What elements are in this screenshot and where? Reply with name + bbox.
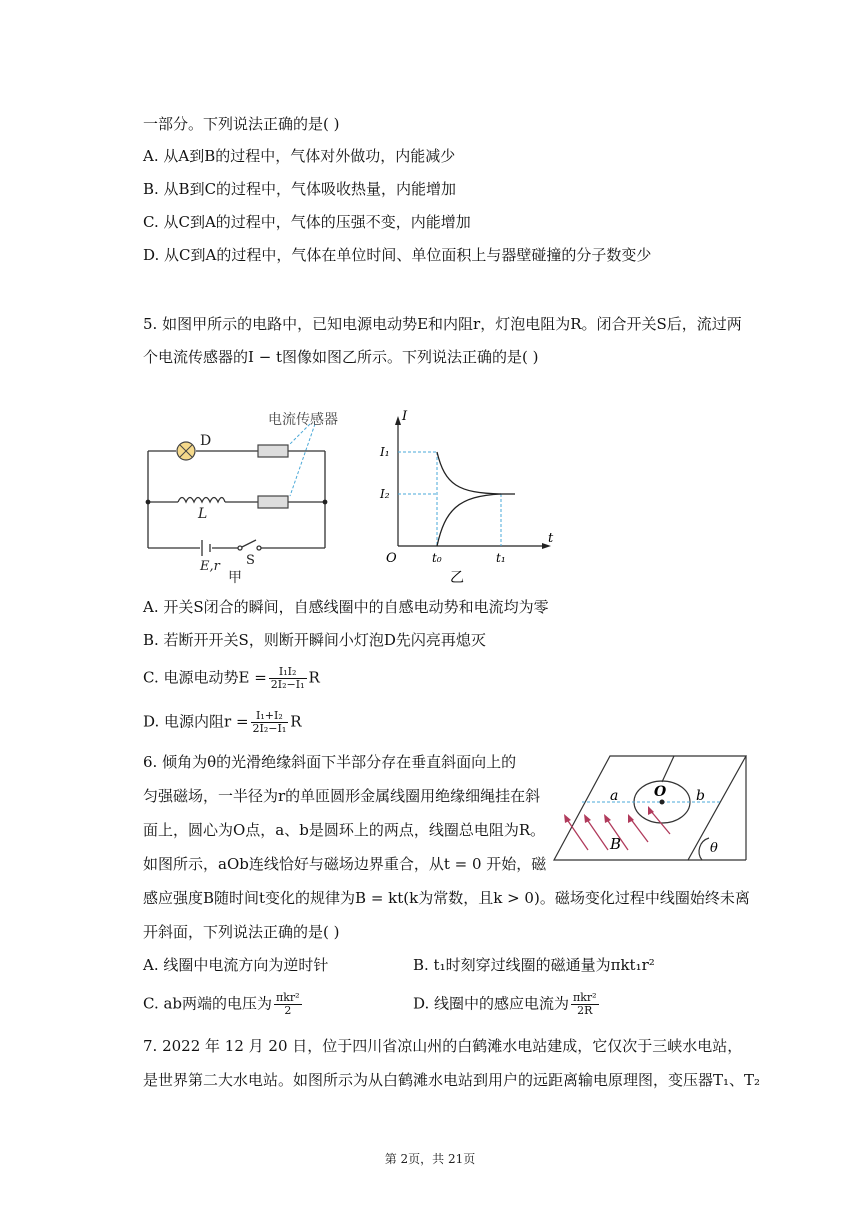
fraction-5c-den: 2I₂−I₁ bbox=[270, 678, 305, 691]
question-6-line2: 匀强磁场，一半径为r的单匝圆形金属线圈用绝缘细绳挂在斜 bbox=[143, 787, 541, 805]
page-footer: 第 2页，共 21页 bbox=[384, 1152, 476, 1166]
caption-right: 乙 bbox=[450, 570, 464, 586]
label-i1: I₁ bbox=[380, 445, 390, 459]
fraction-6d-den: 2R bbox=[577, 1004, 593, 1017]
question-7-line1: 7. 2022 年 12 月 20 日，位于四川省凉山州的白鹤滩水电站建成，它仅次于三峡水电站， bbox=[143, 1037, 743, 1055]
question-6-line3: 面上，圆心为O点，a、b是圆环上的两点，线圈总电阻为R。 bbox=[143, 821, 546, 839]
question-5-line2: 个电流传感器的I − t图像如图乙所示。下列说法正确的是( ) bbox=[143, 348, 539, 366]
source-label: E,r bbox=[200, 559, 220, 574]
fraction-5c bbox=[269, 666, 307, 691]
label-theta: θ bbox=[710, 841, 718, 856]
axis-t: t bbox=[548, 531, 554, 546]
option-5c-text: C. 电源电动势E = bbox=[143, 668, 267, 687]
sensor-1 bbox=[258, 445, 288, 457]
label-b: b bbox=[696, 788, 705, 804]
fraction-5d-den: 2I₂−I₁ bbox=[252, 722, 287, 735]
option-5b: B. 若断开开关S，则断开瞬间小灯泡D先闪亮再熄灭 bbox=[143, 631, 486, 649]
option-5c bbox=[143, 666, 320, 691]
sensor-2 bbox=[258, 496, 288, 508]
option-6c-text: C. ab两端的电压为 bbox=[143, 994, 273, 1013]
option-5c-r: R bbox=[308, 668, 320, 687]
option-4c: C. 从C到A的过程中，气体的压强不变，内能增加 bbox=[143, 213, 471, 231]
fraction-6d bbox=[571, 992, 599, 1017]
option-4a: A. 从A到B的过程中，气体对外做功，内能减少 bbox=[143, 147, 456, 165]
fraction-6d-num: πkr² bbox=[573, 991, 597, 1004]
fraction-6c bbox=[274, 992, 302, 1017]
option-6a: A. 线圈中电流方向为逆时针 bbox=[143, 956, 329, 974]
option-5d-text: D. 电源内阻r = bbox=[143, 712, 249, 731]
bulb-label: D bbox=[200, 433, 212, 449]
question-6-line5: 感应强度B随时间t变化的规律为B = kt(k为常数，且k > 0)。磁场变化过程中线圈始终未离 bbox=[143, 889, 750, 907]
option-6b: B. t₁时刻穿过线圈的磁通量为πkt₁r² bbox=[413, 956, 655, 974]
coil-label: L bbox=[198, 506, 208, 522]
label-o: O bbox=[654, 784, 667, 800]
figure-6 bbox=[550, 752, 750, 867]
question-7-line2: 是世界第二大水电站。如图所示为从白鹤滩水电站到用户的远距离输电原理图，变压器T₁、T₂ bbox=[143, 1071, 761, 1089]
axis-i: I bbox=[402, 409, 408, 424]
fraction-6c-num: πkr² bbox=[276, 991, 300, 1004]
option-4d: D. 从C到A的过程中，气体在单位时间、单位面积上与器壁碰撞的分子数变少 bbox=[143, 246, 652, 264]
sensor-label: 电流传感器 bbox=[268, 412, 338, 428]
fraction-5d-num: I₁+I₂ bbox=[251, 710, 289, 723]
question-6-line6: 开斜面，下列说法正确的是( ) bbox=[143, 923, 340, 941]
question-5-line1: 5. 如图甲所示的电路中，已知电源电动势E和内阻r，灯泡电阻为R。闭合开关S后，流过两 bbox=[143, 315, 742, 333]
label-t0: t₀ bbox=[432, 551, 442, 565]
option-5a: A. 开关S闭合的瞬间，自感线圈中的自感电动势和电流均为零 bbox=[143, 598, 549, 616]
option-4b: B. 从B到C的过程中，气体吸收热量，内能增加 bbox=[143, 180, 457, 198]
option-5d bbox=[143, 710, 302, 735]
fraction-6c-den: 2 bbox=[284, 1004, 292, 1017]
figure-5 bbox=[140, 400, 570, 590]
question-6-line4: 如图所示，aOb连线恰好与磁场边界重合，从t = 0 开始，磁 bbox=[143, 855, 547, 873]
fraction-5d bbox=[251, 710, 289, 735]
option-6d-text: D. 线圈中的感应电流为 bbox=[413, 994, 570, 1013]
switch-label: S bbox=[246, 553, 255, 568]
label-a: a bbox=[610, 788, 619, 804]
option-6d bbox=[413, 992, 601, 1017]
label-i2: I₂ bbox=[380, 487, 390, 501]
label-big-b: B bbox=[610, 835, 622, 853]
fraction-5c-num: I₁I₂ bbox=[269, 666, 307, 679]
question-6-line1: 6. 倾角为θ的光滑绝缘斜面下半部分存在垂直斜面向上的 bbox=[143, 753, 517, 771]
option-6c bbox=[143, 992, 304, 1017]
option-5d-r: R bbox=[290, 712, 302, 731]
label-t1: t₁ bbox=[496, 551, 506, 565]
caption-left: 甲 bbox=[228, 570, 242, 586]
label-origin: O bbox=[386, 551, 397, 566]
line-q4-tail: 一部分。下列说法正确的是( ) bbox=[143, 115, 340, 133]
